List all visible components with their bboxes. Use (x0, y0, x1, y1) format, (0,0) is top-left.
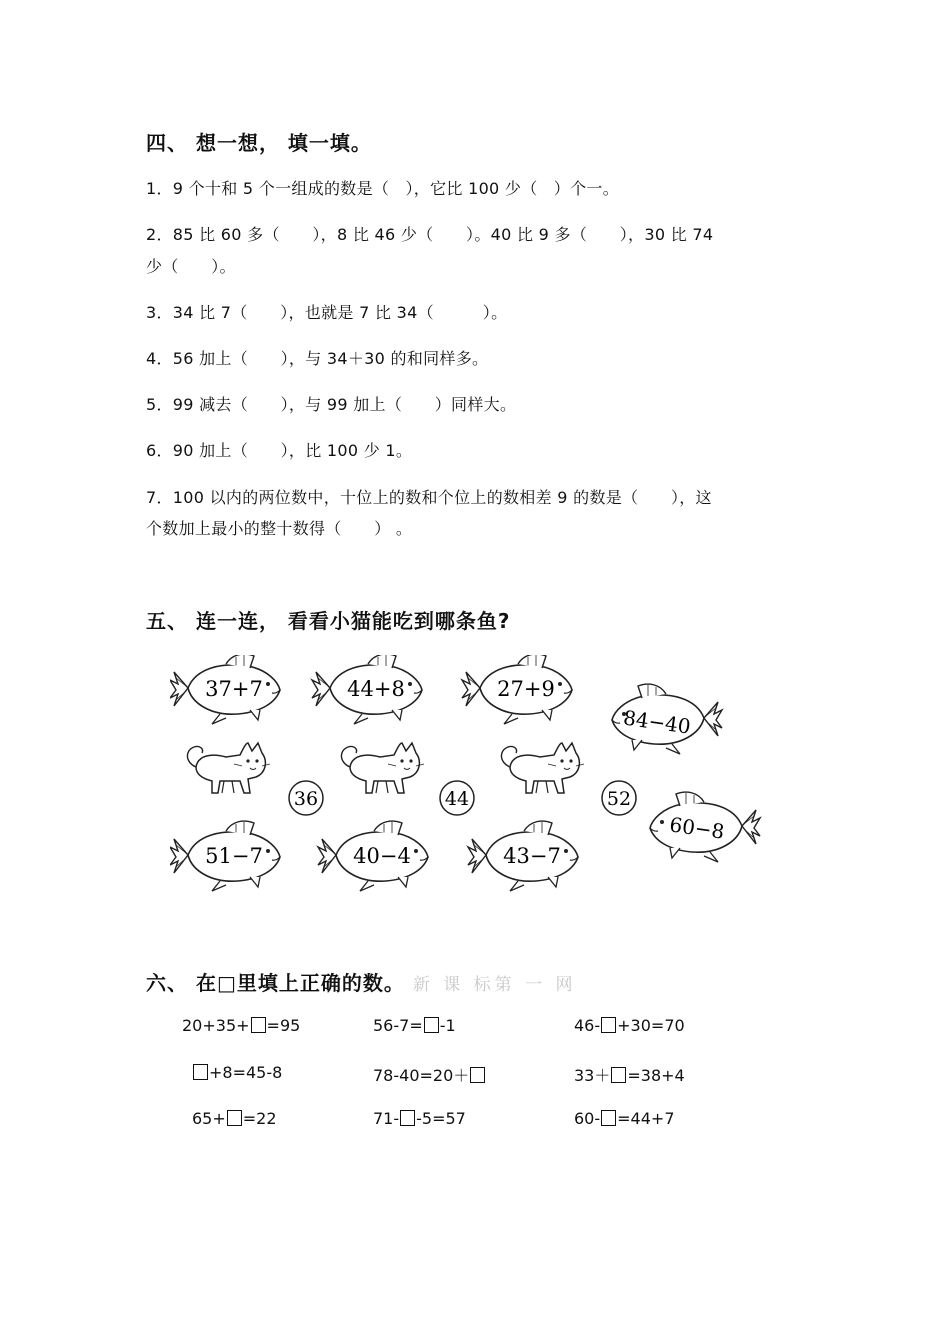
fish-top-4-label: 84−40 (621, 705, 693, 739)
equation-part: =95 (266, 1016, 301, 1035)
equation-part: =38+4 (627, 1066, 685, 1085)
equation-r2-c1 (192, 1063, 282, 1082)
fish-cat-illustration (170, 655, 770, 910)
equation-part: =22 (242, 1109, 277, 1128)
equation-r1-c1 (182, 1016, 300, 1035)
fish-top-1[interactable] (170, 655, 280, 724)
equation-part: 20+35+ (182, 1016, 250, 1035)
equation-part: 65+ (192, 1109, 226, 1128)
fish-bottom-1-label: 51−7 (205, 844, 263, 868)
cat-3 (501, 743, 584, 793)
answer-box[interactable] (611, 1067, 626, 1083)
answer-box[interactable] (251, 1017, 266, 1033)
question-2-line-2: 少（ ）。 (146, 257, 236, 276)
number-circle-1[interactable] (289, 781, 323, 815)
fish-top-2[interactable] (312, 655, 422, 724)
section-5-title: 五、 连一连， 看看小猫能吃到哪条鱼? (146, 609, 511, 633)
question-1: 1．9 个十和 5 个一组成的数是（ ），它比 100 少（ ）个一。 (146, 179, 620, 198)
equation-part: 78-40=20＋ (373, 1066, 470, 1085)
cat-1 (187, 743, 270, 793)
fish-bottom-2-label: 40−4 (353, 844, 411, 868)
fish-bottom-3-label: 43−7 (503, 844, 561, 868)
fish-bottom-3[interactable] (468, 821, 578, 891)
question-3: 3．34 比 7（ ），也就是 7 比 34（ ）。 (146, 303, 508, 322)
equation-part: 56-7= (373, 1016, 423, 1035)
section-4-title: 四、 想一想， 填一填。 (146, 131, 372, 155)
equation-part: =44+7 (617, 1109, 675, 1128)
equation-r3-c2 (373, 1109, 466, 1128)
equation-part: +30=70 (617, 1016, 685, 1035)
fish-bottom-1[interactable] (170, 821, 280, 891)
fish-top-2-label: 44+8 (347, 677, 405, 701)
equation-r3-c3 (574, 1109, 675, 1128)
equation-part: 33＋ (574, 1066, 611, 1085)
answer-box[interactable] (601, 1017, 616, 1033)
fish-bottom-4-label: 60−8 (668, 812, 726, 844)
number-circle-1-label: 36 (293, 788, 319, 810)
question-4: 4．56 加上（ ），与 34＋30 的和同样多。 (146, 349, 489, 368)
cat-2 (341, 743, 424, 793)
number-circle-2[interactable] (440, 781, 474, 815)
section-6-title-text: 六、 在□里填上正确的数。 (146, 971, 405, 995)
number-circle-3-label: 52 (606, 788, 632, 810)
answer-box[interactable] (400, 1110, 415, 1126)
question-7-line-2: 个数加上最小的整十数得（ ） 。 (146, 519, 413, 538)
equation-part: -1 (439, 1016, 456, 1035)
fish-bottom-2[interactable] (318, 821, 428, 891)
equation-r1-c2 (373, 1016, 456, 1035)
number-circle-3[interactable] (602, 781, 636, 815)
question-2-line-1: 2．85 比 60 多（ ），8 比 46 少（ ）。40 比 9 多（ ），30 比 74 (146, 225, 714, 244)
equation-part: 46- (574, 1016, 601, 1035)
answer-box[interactable] (424, 1017, 439, 1033)
equation-part: +8=45-8 (209, 1063, 283, 1082)
fish-top-1-label: 37+7 (205, 677, 263, 701)
equation-part: 60- (574, 1109, 601, 1128)
equation-part: 71- (373, 1109, 400, 1128)
answer-box[interactable] (470, 1067, 485, 1083)
equation-r3-c1 (192, 1109, 277, 1128)
number-circle-2-label: 44 (444, 788, 470, 810)
equation-part: -5=57 (416, 1109, 466, 1128)
question-5: 5．99 减去（ ），与 99 加上（ ）同样大。 (146, 395, 517, 414)
fish-top-3[interactable] (462, 655, 572, 724)
answer-box[interactable] (193, 1064, 208, 1080)
question-6: 6．90 加上（ ），比 100 少 1。 (146, 441, 413, 460)
fish-top-3-label: 27+9 (497, 677, 555, 701)
equation-r2-c2 (373, 1063, 486, 1086)
watermark-text: 新 课 标第 一 网 (412, 975, 577, 995)
answer-box[interactable] (227, 1110, 242, 1126)
equation-r2-c3 (574, 1063, 685, 1086)
equation-r1-c3 (574, 1016, 685, 1035)
question-7-line-1: 7．100 以内的两位数中，十位上的数和个位上的数相差 9 的数是（ ），这 (146, 488, 712, 507)
answer-box[interactable] (601, 1110, 616, 1126)
section-6-title (146, 967, 576, 996)
